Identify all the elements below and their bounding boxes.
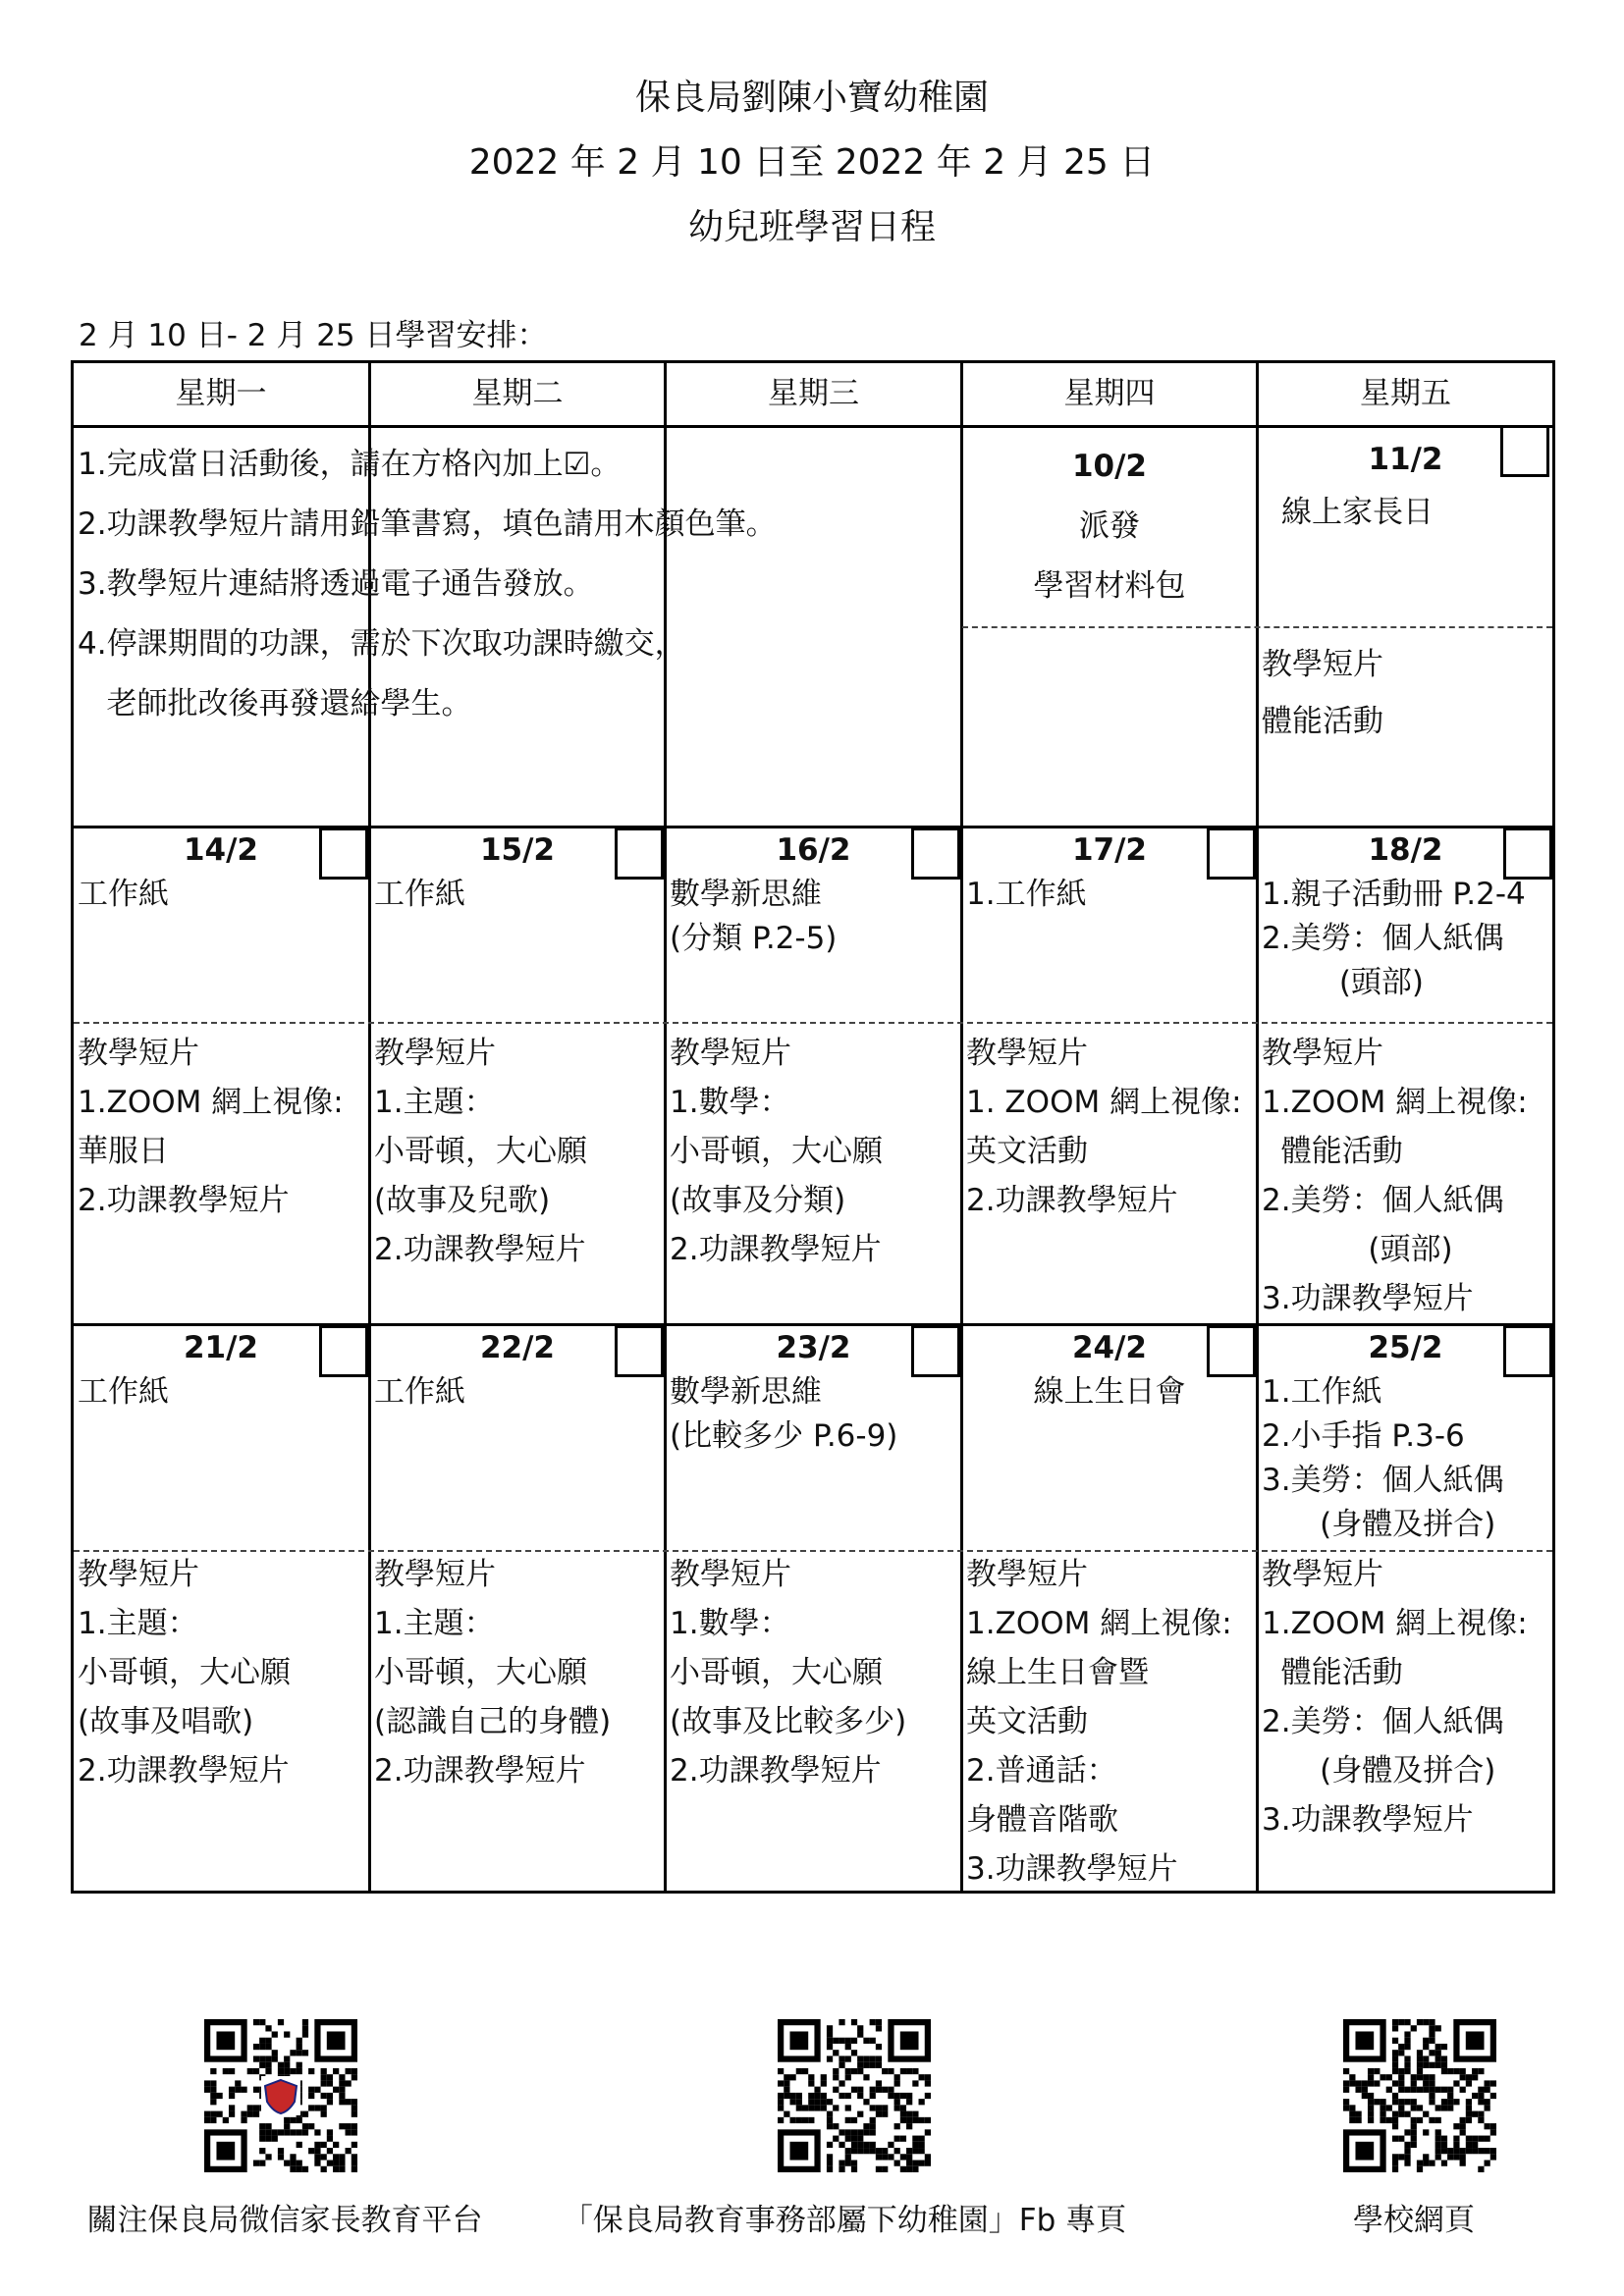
mon-14-2-videos: 教學短片 1.ZOOM 網上視像: 華服日 2.功課教學短片 bbox=[78, 1036, 344, 1218]
school-website-qr-code[interactable] bbox=[1343, 2019, 1496, 2172]
date-thu-10-2: 10/2 bbox=[1071, 449, 1148, 484]
fri-18-2-videos: 教學短片 1.ZOOM 網上視像: 體能活動 2.美勞：個人紙偶 (頭部) 3.功課教學短片 bbox=[1262, 1036, 1528, 1316]
schedule-title: 幼兒班學習日程 bbox=[687, 207, 936, 247]
date-tue-22-2: 22/2 bbox=[479, 1330, 556, 1365]
schedule-table bbox=[71, 360, 1555, 1894]
date-thu-17-2: 17/2 bbox=[1071, 832, 1148, 868]
thu-17-2-videos: 教學短片 1. ZOOM 網上視像: 英文活動 2.功課教學短片 bbox=[966, 1036, 1242, 1218]
thu-17-2-task: 1.工作紙 bbox=[966, 877, 1087, 912]
checkbox-mon-14-2[interactable] bbox=[319, 828, 368, 880]
thu-10-2-line1: 派發 bbox=[1079, 508, 1140, 544]
tue-22-2-videos: 教學短片 1.主題： 小哥頓，大心願 (認識自己的身體) 2.功課教學短片 bbox=[374, 1557, 612, 1789]
tue-15-2-videos: 教學短片 1.主題： 小哥頓，大心願 (故事及兒歌) 2.功課教學短片 bbox=[374, 1036, 587, 1267]
date-thu-24-2: 24/2 bbox=[1071, 1330, 1148, 1365]
weekday-header-fri: 星期五 bbox=[1360, 376, 1451, 411]
wed-16-2-task: 數學新思維 (分類 P.2-5) bbox=[670, 877, 838, 956]
fri-11-2-activities: 教學短片 體能活動 bbox=[1262, 647, 1383, 739]
checkbox-thu-17-2[interactable] bbox=[1207, 828, 1256, 880]
thu-24-2-videos: 教學短片 1.ZOOM 網上視像: 線上生日會暨 英文活動 2.普通話： 身體音階歌 3.功課教學短片 bbox=[966, 1557, 1232, 1887]
qr3-caption: 學校網頁 bbox=[1353, 2203, 1475, 2238]
mon-21-2-videos: 教學短片 1.主題： 小哥頓，大心願 (故事及唱歌) 2.功課教學短片 bbox=[78, 1557, 291, 1789]
date-tue-15-2: 15/2 bbox=[479, 832, 556, 868]
checkbox-tue-15-2[interactable] bbox=[615, 828, 664, 880]
arrangement-subtitle: 2 月 10 日- 2 月 25 日學習安排： bbox=[79, 318, 548, 353]
checkbox-wed-16-2[interactable] bbox=[911, 828, 960, 880]
checkbox-fri-11-2[interactable] bbox=[1500, 425, 1549, 477]
tue-15-2-task: 工作紙 bbox=[374, 877, 465, 912]
date-mon-14-2: 14/2 bbox=[183, 832, 259, 868]
date-fri-18-2: 18/2 bbox=[1368, 832, 1443, 868]
instructions-notes: 1.完成當日活動後，請在方格內加上☑。 2.功課教學短片請用鉛筆書寫，填色請用木顏色筆。 3.教學短片連結將透過電子通告發放。 4.停課期間的功課，需於下次取功課時繳交， 老師批改後再發還給學生。 bbox=[78, 447, 777, 721]
date-fri-11-2: 11/2 bbox=[1368, 442, 1443, 477]
tue-22-2-task: 工作紙 bbox=[374, 1374, 465, 1410]
weekday-header-tue: 星期二 bbox=[471, 376, 564, 411]
weekday-header-mon: 星期一 bbox=[175, 376, 267, 411]
fri-18-2-task: 1.親子活動冊 P.2-4 2.美勞：個人紙偶 (頭部) bbox=[1262, 877, 1526, 1000]
fri-25-2-videos: 教學短片 1.ZOOM 網上視像: 體能活動 2.美勞：個人紙偶 (身體及拼合) 3.功課教學短片 bbox=[1262, 1557, 1528, 1838]
thu-24-2-task: 線上生日會 bbox=[1033, 1374, 1186, 1410]
wechat-qr-code[interactable] bbox=[204, 2019, 357, 2172]
wed-16-2-videos: 教學短片 1.數學： 小哥頓，大心願 (故事及分類) 2.功課教學短片 bbox=[670, 1036, 883, 1267]
weekday-header-wed: 星期三 bbox=[768, 376, 859, 411]
facebook-qr-code[interactable] bbox=[778, 2019, 931, 2172]
qr1-caption: 關注保良局微信家長教育平台 bbox=[86, 2203, 483, 2238]
mon-21-2-task: 工作紙 bbox=[78, 1374, 169, 1410]
checkbox-wed-23-2[interactable] bbox=[911, 1325, 960, 1377]
checkbox-tue-22-2[interactable] bbox=[615, 1325, 664, 1377]
qr2-caption: 「保良局教育事務部屬下幼稚園」Fb 專頁 bbox=[562, 2203, 1127, 2238]
thu-10-2-line2: 學習材料包 bbox=[1033, 568, 1186, 604]
wed-23-2-videos: 教學短片 1.數學： 小哥頓，大心願 (故事及比較多少) 2.功課教學短片 bbox=[670, 1557, 907, 1789]
weekday-header-thu: 星期四 bbox=[1063, 376, 1156, 411]
checkbox-mon-21-2[interactable] bbox=[319, 1325, 368, 1377]
fri-11-2-title: 線上家長日 bbox=[1281, 495, 1434, 530]
fri-25-2-task: 1.工作紙 2.小手指 P.3-6 3.美勞：個人紙偶 (身體及拼合) bbox=[1262, 1374, 1504, 1542]
date-wed-16-2: 16/2 bbox=[776, 832, 851, 868]
schedule-period: 2022 年 2 月 10 日至 2022 年 2 月 25 日 bbox=[468, 142, 1156, 183]
date-wed-23-2: 23/2 bbox=[776, 1330, 851, 1365]
checkbox-fri-25-2[interactable] bbox=[1503, 1325, 1552, 1377]
date-fri-25-2: 25/2 bbox=[1368, 1330, 1443, 1365]
wed-23-2-task: 數學新思維 (比較多少 P.6-9) bbox=[670, 1374, 898, 1454]
date-mon-21-2: 21/2 bbox=[183, 1330, 259, 1365]
mon-14-2-task: 工作紙 bbox=[78, 877, 169, 912]
school-name: 保良局劉陳小寶幼稚園 bbox=[634, 78, 989, 118]
